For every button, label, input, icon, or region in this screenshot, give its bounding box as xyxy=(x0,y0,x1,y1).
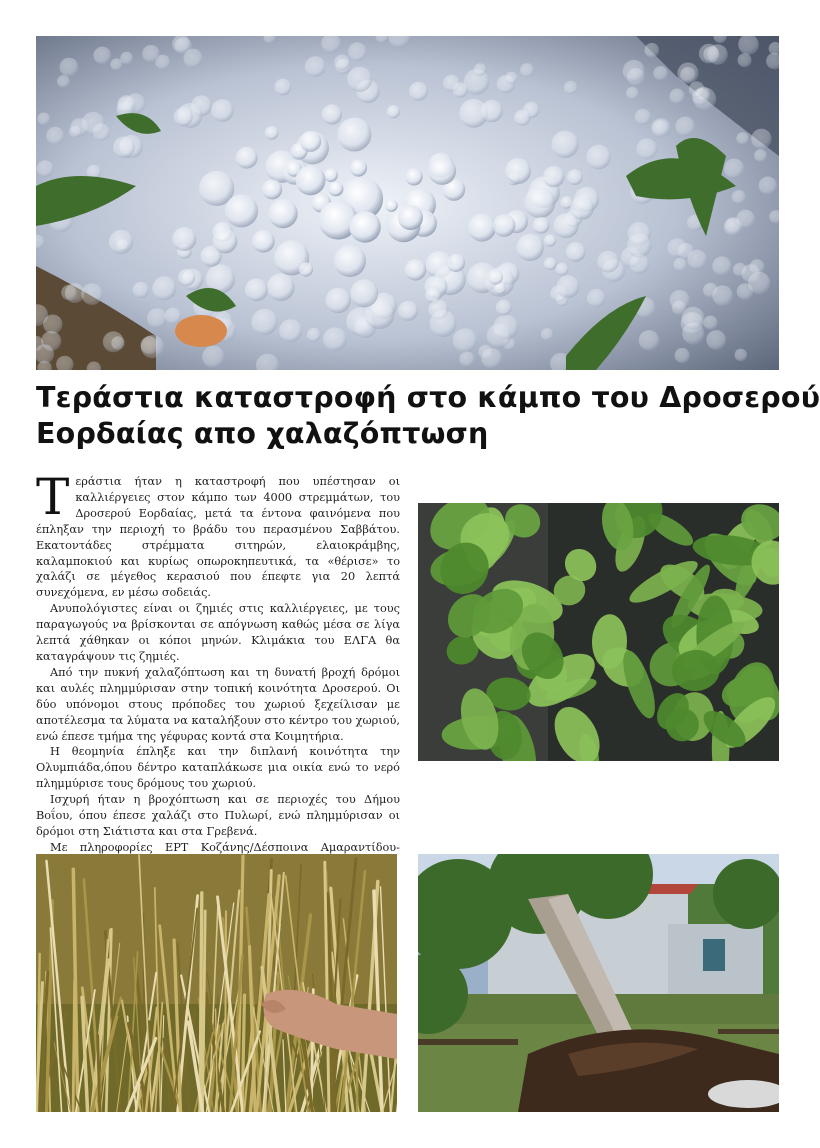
article-headline xyxy=(36,380,820,452)
article-paragraph: Ανυπολόγιστες είναι οι ζημιές στις καλλιέργειες, με τους παραγωγούς να βρίσκονται σε απόγνωση καθώς μέσα σε λίγα λεπτά χάθηκαν οι κόποι μηνών. Κλιμάκια του ΕΛΓΑ θα καταγράψουν τις ζημιές. xyxy=(36,602,400,663)
article-paragraph: Από την πυκνή χαλαζόπτωση και τη δυνατή βροχή δρόμοι και αυλές πλημμύρισαν στην τοπική κοινότητα Δροσερού. Οι δύο υπόνομοι στους πρόποδες του χωριού ξεχείλισαν με αποτέλεσμα τα λύματα να καταλήξουν στο κέντρο του χωριού, ενώ έπεσε τμήμα της γέφυρας κοντά στα Κοιμητήρια. xyxy=(36,665,400,743)
drop-cap: Τ xyxy=(36,468,70,526)
broken-stalks-photo xyxy=(36,854,397,1112)
article-paragraph: Τεράστια ήταν η καταστροφή που υπέστησαν οι καλλιέργειες στον κάμπο των 4000 στρεμμάτων, του Δροσερού Εορδαίας, μετά τα έντονα φαινόμενα που έπληξαν την περιοχή το βράδυ του περασμένου Σαββάτου. Εκατοντάδες στρέμματα σιτηρών, ελαιοκράμβης, καλαμποκιού και κυρίως οπωροκηπευτικά, τα «θέρισε» το χαλάζι σε μέγεθος κερασιού που έπεφτε για 20 λεπτά συνεχόμενα, εν μέσω σοδειάς. xyxy=(36,468,400,600)
fallen-tree-photo xyxy=(418,854,779,1112)
article-paragraph: Η θεομηνία έπληξε και την διπλανή κοινότητα την Ολυμπιάδα,όπου δέντρο καταπλάκωσε μια οικία ενώ το νερό πλημμύρισε τους δρόμους του χωριού. xyxy=(36,745,400,791)
damaged-greens-photo xyxy=(418,503,779,761)
article-paragraph: Ισχυρή ήταν η βροχόπτωση και σε περιοχές του Δήμου Βοΐου, όπου έπεσε χαλάζι στο Πυλωρί, ενώ πλημμύρισαν οι δρόμοι στη Σιάτιστα και στα Γρεβενά. xyxy=(36,793,400,838)
article-credit: Με πληροφορίες ΕΡΤ Κοζάνης/Δέσποινα Αμαραντίδου- xyxy=(50,840,400,854)
hailstones-photo xyxy=(36,36,779,370)
headline-line-2: Εορδαίας απο χαλαζόπτωση xyxy=(36,417,489,450)
headline-line-1: Τεράστια καταστροφή στο κάμπο του Δροσερού xyxy=(36,381,820,414)
article-body xyxy=(36,468,400,872)
